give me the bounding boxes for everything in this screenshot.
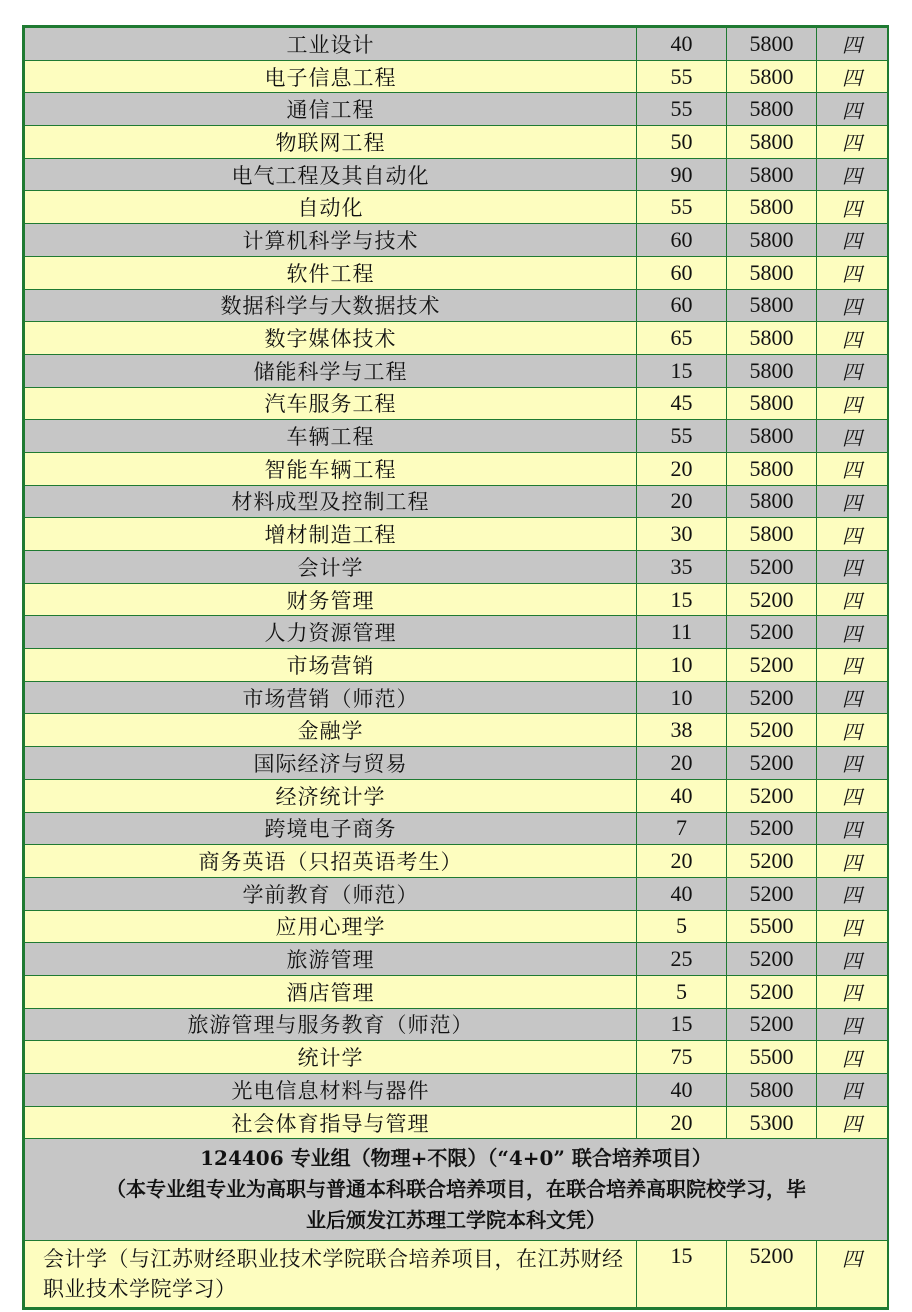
table-row [25, 812, 888, 845]
major-cell: 市场营销（师范） [25, 681, 637, 714]
years-cell: 四 [817, 28, 888, 61]
plan-count-cell: 40 [637, 877, 727, 910]
plan-count-cell: 25 [637, 943, 727, 976]
plan-count-cell: 10 [637, 649, 727, 682]
years-cell: 四 [817, 93, 888, 126]
tuition-cell: 5200 [727, 975, 817, 1008]
years-cell: 四 [817, 354, 888, 387]
major-cell: 数据科学与大数据技术 [25, 289, 637, 322]
table-row [25, 649, 888, 682]
plan-count-cell: 20 [637, 452, 727, 485]
table-row [25, 1106, 888, 1139]
plan-count-cell: 60 [637, 289, 727, 322]
tuition-cell: 5800 [727, 256, 817, 289]
years-cell: 四 [817, 158, 888, 191]
major-cell: 会计学（与江苏财经职业技术学院联合培养项目，在江苏财经职业技术学院学习） [25, 1241, 637, 1308]
plan-count-cell: 60 [637, 224, 727, 257]
major-cell: 旅游管理 [25, 943, 637, 976]
plan-count-cell: 50 [637, 126, 727, 159]
table-row [25, 779, 888, 812]
tuition-cell: 5800 [727, 485, 817, 518]
tuition-cell: 5200 [727, 681, 817, 714]
major-cell: 计算机科学与技术 [25, 224, 637, 257]
tuition-cell: 5200 [727, 714, 817, 747]
years-cell: 四 [817, 714, 888, 747]
years-cell: 四 [817, 60, 888, 93]
major-cell: 光电信息材料与器件 [25, 1074, 637, 1107]
major-cell: 数字媒体技术 [25, 322, 637, 355]
tuition-cell: 5800 [727, 158, 817, 191]
plan-count-cell: 15 [637, 1241, 727, 1308]
plan-count-cell: 55 [637, 60, 727, 93]
plan-count-cell: 20 [637, 485, 727, 518]
plan-count-cell: 30 [637, 518, 727, 551]
major-cell: 经济统计学 [25, 779, 637, 812]
major-cell: 储能科学与工程 [25, 354, 637, 387]
years-cell: 四 [817, 877, 888, 910]
table-row [25, 845, 888, 878]
plan-count-cell: 45 [637, 387, 727, 420]
major-cell: 工业设计 [25, 28, 637, 61]
major-cell: 金融学 [25, 714, 637, 747]
years-cell: 四 [817, 747, 888, 780]
table-row [25, 681, 888, 714]
major-cell: 会计学 [25, 551, 637, 584]
tuition-cell: 5800 [727, 126, 817, 159]
major-cell: 车辆工程 [25, 420, 637, 453]
tuition-cell: 5800 [727, 60, 817, 93]
plan-count-cell: 7 [637, 812, 727, 845]
tuition-cell: 5500 [727, 910, 817, 943]
major-cell: 人力资源管理 [25, 616, 637, 649]
major-cell: 自动化 [25, 191, 637, 224]
years-cell: 四 [817, 452, 888, 485]
table-row [25, 289, 888, 322]
plan-count-cell: 5 [637, 910, 727, 943]
years-cell: 四 [817, 191, 888, 224]
years-cell: 四 [817, 322, 888, 355]
tuition-cell: 5800 [727, 452, 817, 485]
table-row [25, 714, 888, 747]
major-cell: 智能车辆工程 [25, 452, 637, 485]
plan-count-cell: 38 [637, 714, 727, 747]
tuition-cell: 5800 [727, 224, 817, 257]
table-row [25, 256, 888, 289]
table-row [25, 1041, 888, 1074]
major-cell: 物联网工程 [25, 126, 637, 159]
group-header-row [25, 1139, 888, 1241]
years-cell: 四 [817, 1074, 888, 1107]
table-row [25, 1241, 888, 1308]
plan-count-cell: 40 [637, 1074, 727, 1107]
table-row [25, 1008, 888, 1041]
table-row [25, 126, 888, 159]
table-row [25, 93, 888, 126]
tuition-cell: 5200 [727, 877, 817, 910]
tuition-cell: 5800 [727, 289, 817, 322]
table-row [25, 943, 888, 976]
tuition-cell: 5800 [727, 518, 817, 551]
table-row [25, 583, 888, 616]
years-cell: 四 [817, 649, 888, 682]
tuition-cell: 5200 [727, 583, 817, 616]
major-cell: 应用心理学 [25, 910, 637, 943]
plan-count-cell: 40 [637, 779, 727, 812]
years-cell: 四 [817, 1241, 888, 1308]
plan-count-cell: 15 [637, 354, 727, 387]
table-row [25, 354, 888, 387]
tuition-cell: 5200 [727, 551, 817, 584]
group-title: 124406 专业组（物理+不限）（“4+0” 联合培养项目） [200, 1146, 712, 1171]
table-row [25, 322, 888, 355]
years-cell: 四 [817, 943, 888, 976]
years-cell: 四 [817, 1008, 888, 1041]
years-cell: 四 [817, 681, 888, 714]
years-cell: 四 [817, 518, 888, 551]
tuition-cell: 5800 [727, 28, 817, 61]
plan-count-cell: 55 [637, 93, 727, 126]
table-row [25, 28, 888, 61]
major-cell: 国际经济与贸易 [25, 747, 637, 780]
table-row [25, 387, 888, 420]
table-row [25, 747, 888, 780]
major-cell: 增材制造工程 [25, 518, 637, 551]
group-header-cell [25, 1139, 888, 1241]
major-cell: 学前教育（师范） [25, 877, 637, 910]
major-cell: 软件工程 [25, 256, 637, 289]
years-cell: 四 [817, 126, 888, 159]
major-cell: 汽车服务工程 [25, 387, 637, 420]
major-cell: 统计学 [25, 1041, 637, 1074]
plan-count-cell: 55 [637, 420, 727, 453]
years-cell: 四 [817, 845, 888, 878]
years-cell: 四 [817, 910, 888, 943]
major-cell: 财务管理 [25, 583, 637, 616]
table-row [25, 420, 888, 453]
tuition-cell: 5300 [727, 1106, 817, 1139]
tuition-cell: 5800 [727, 93, 817, 126]
major-cell: 电气工程及其自动化 [25, 158, 637, 191]
plan-count-cell: 10 [637, 681, 727, 714]
tuition-cell: 5800 [727, 387, 817, 420]
tuition-cell: 5200 [727, 649, 817, 682]
plan-count-cell: 20 [637, 845, 727, 878]
tuition-cell: 5800 [727, 322, 817, 355]
table-row [25, 224, 888, 257]
plan-count-cell: 60 [637, 256, 727, 289]
major-cell: 材料成型及控制工程 [25, 485, 637, 518]
tuition-cell: 5200 [727, 943, 817, 976]
table-row [25, 616, 888, 649]
tuition-cell: 5200 [727, 845, 817, 878]
enrollment-table [24, 27, 888, 1308]
table-body [25, 28, 888, 1308]
tuition-cell: 5500 [727, 1041, 817, 1074]
plan-count-cell: 20 [637, 1106, 727, 1139]
years-cell: 四 [817, 1106, 888, 1139]
plan-count-cell: 35 [637, 551, 727, 584]
tuition-cell: 5800 [727, 354, 817, 387]
plan-count-cell: 15 [637, 1008, 727, 1041]
years-cell: 四 [817, 975, 888, 1008]
years-cell: 四 [817, 256, 888, 289]
table-row [25, 975, 888, 1008]
years-cell: 四 [817, 779, 888, 812]
plan-count-cell: 20 [637, 747, 727, 780]
years-cell: 四 [817, 812, 888, 845]
table-row [25, 452, 888, 485]
years-cell: 四 [817, 1041, 888, 1074]
major-cell: 通信工程 [25, 93, 637, 126]
years-cell: 四 [817, 616, 888, 649]
years-cell: 四 [817, 485, 888, 518]
table-row [25, 910, 888, 943]
plan-count-cell: 65 [637, 322, 727, 355]
major-cell: 旅游管理与服务教育（师范） [25, 1008, 637, 1041]
tuition-cell: 5800 [727, 191, 817, 224]
major-cell: 市场营销 [25, 649, 637, 682]
table-row [25, 518, 888, 551]
years-cell: 四 [817, 289, 888, 322]
major-cell: 商务英语（只招英语考生） [25, 845, 637, 878]
table-row [25, 485, 888, 518]
tuition-cell: 5200 [727, 1241, 817, 1308]
major-cell: 电子信息工程 [25, 60, 637, 93]
major-cell: 跨境电子商务 [25, 812, 637, 845]
tuition-cell: 5200 [727, 779, 817, 812]
table-row [25, 60, 888, 93]
years-cell: 四 [817, 583, 888, 616]
enrollment-table-page [22, 25, 889, 1310]
plan-count-cell: 75 [637, 1041, 727, 1074]
years-cell: 四 [817, 224, 888, 257]
years-cell: 四 [817, 420, 888, 453]
years-cell: 四 [817, 551, 888, 584]
table-row [25, 1074, 888, 1107]
tuition-cell: 5800 [727, 1074, 817, 1107]
plan-count-cell: 40 [637, 28, 727, 61]
tuition-cell: 5200 [727, 1008, 817, 1041]
tuition-cell: 5200 [727, 747, 817, 780]
group-note-line-1: （本专业组专业为高职与普通本科联合培养项目，在联合培养高职院校学习，毕 [106, 1177, 806, 1202]
table-row [25, 158, 888, 191]
group-note-line-2: 业后颁发江苏理工学院本科文凭） [306, 1208, 606, 1233]
table-row [25, 551, 888, 584]
years-cell: 四 [817, 387, 888, 420]
table-row [25, 877, 888, 910]
tuition-cell: 5200 [727, 812, 817, 845]
tuition-cell: 5800 [727, 420, 817, 453]
plan-count-cell: 5 [637, 975, 727, 1008]
plan-count-cell: 55 [637, 191, 727, 224]
table-row [25, 191, 888, 224]
plan-count-cell: 15 [637, 583, 727, 616]
major-cell: 酒店管理 [25, 975, 637, 1008]
tuition-cell: 5200 [727, 616, 817, 649]
plan-count-cell: 90 [637, 158, 727, 191]
plan-count-cell: 11 [637, 616, 727, 649]
major-cell: 社会体育指导与管理 [25, 1106, 637, 1139]
